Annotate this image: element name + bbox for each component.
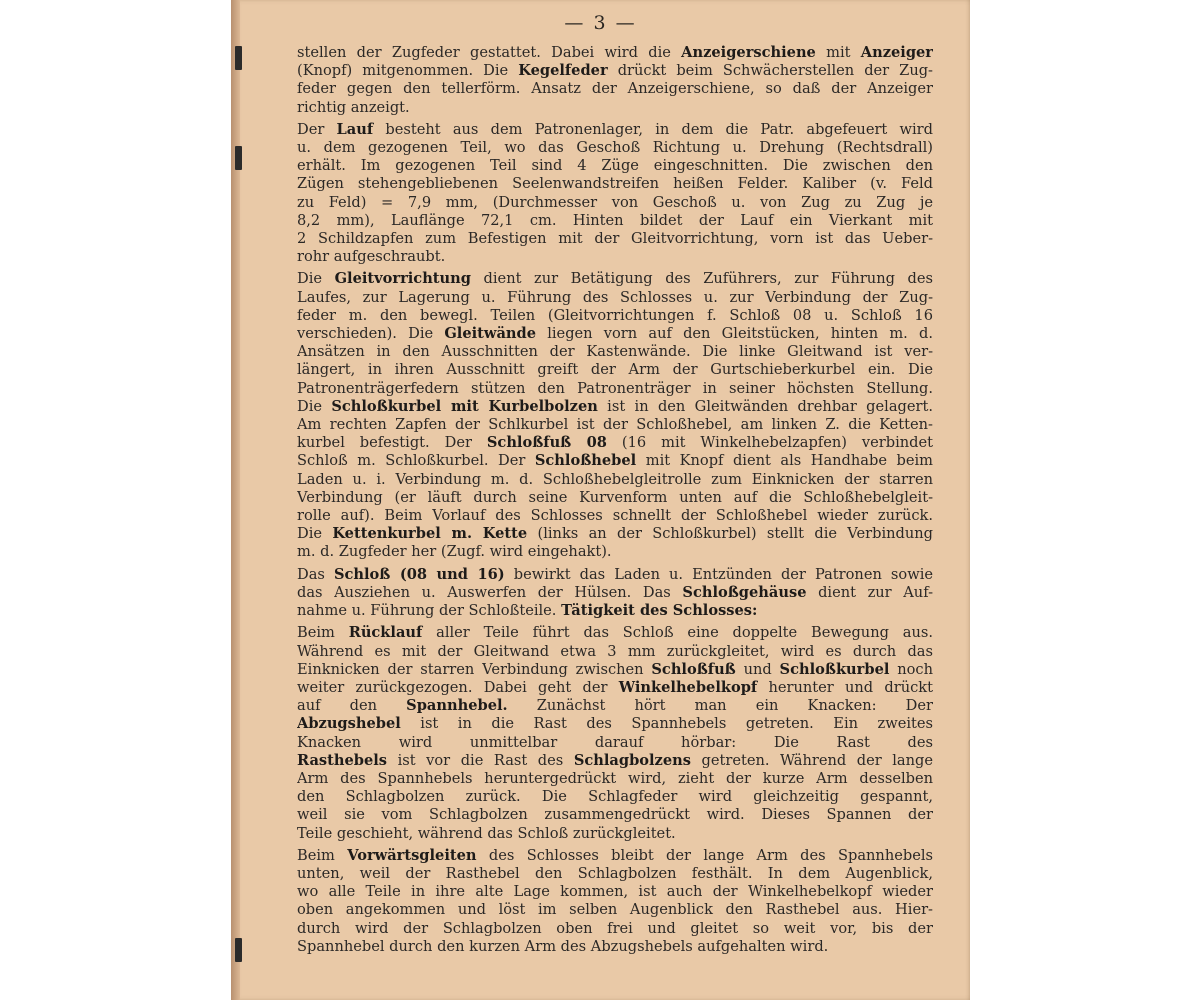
- text-run: rohr aufgeschraubt.: [297, 248, 446, 266]
- text-line: [297, 212, 933, 230]
- text-line: [297, 825, 933, 843]
- text-line: [297, 806, 933, 824]
- text-line: [297, 788, 933, 806]
- text-line: [297, 361, 933, 379]
- text-line: [297, 847, 933, 865]
- text-run: Am rechten Zapfen der Schlkurbel ist der Schloßhebel, am linken Z. die Ketten-: [297, 416, 933, 434]
- text-line: [297, 157, 933, 175]
- text-run: Laufes, zur Lagerung u. Führung des Schlosses u. zur Verbindung der Zug-: [297, 288, 933, 306]
- text-run: wo alle Teile in ihre alte Lage kommen, ist auch der Winkelhebelkopf wieder: [297, 883, 933, 901]
- text-line: [297, 99, 933, 117]
- text-run: Arm des Spannhebels heruntergedrückt wird, zieht der kurze Arm desselben: [297, 769, 933, 787]
- text-line: [297, 679, 933, 697]
- bold-term: Schloß (08 und 16): [333, 565, 505, 583]
- text-line: [297, 270, 933, 288]
- text-run: weiter zurückgezogen. Dabei geht der: [297, 678, 619, 696]
- bold-term: Gleitvorrichtung: [334, 270, 471, 288]
- text-line: [297, 734, 933, 752]
- text-run: feder m. den bewegl. Teilen (Gleitvorrichtungen f. Schloß 08 u. Schloß 16: [297, 306, 933, 324]
- text-run: Während es mit der Gleitwand etwa 3 mm zurückgleitet, wird es durch das: [297, 642, 933, 660]
- text-line: [297, 883, 933, 901]
- bold-term: Schlagbolzens: [573, 751, 691, 769]
- text-run: aller Teile führt das Schloß eine doppelte Bewegung aus.: [422, 624, 933, 642]
- body-text: [297, 44, 933, 960]
- text-run: 2 Schildzapfen zum Befestigen mit der Gleitvorrichtung, vorn ist das Ueber-: [297, 230, 933, 248]
- text-run: Beim: [297, 846, 348, 864]
- bold-term: Schloßfuß 08: [486, 434, 607, 452]
- text-run: nahme u. Führung der Schloßteile.: [297, 602, 562, 620]
- text-line: [297, 525, 933, 543]
- paragraph: [297, 624, 933, 842]
- bold-term: Schloßhebel: [534, 452, 637, 470]
- text-run: längert, in ihren Ausschnitt greift der Arm der Gurtschieberkurbel ein. Die: [297, 361, 933, 379]
- bold-term: Tätigkeit des Schlosses:: [561, 602, 758, 620]
- text-line: [297, 343, 933, 361]
- text-run: des Schlosses bleibt der lange Arm des Spannhebels: [476, 846, 933, 864]
- text-run: stellen der Zugfeder gestattet. Dabei wird die: [297, 44, 682, 61]
- text-line: [297, 380, 933, 398]
- text-line: [297, 543, 933, 561]
- text-line: [297, 901, 933, 919]
- bold-term: Spannhebel.: [406, 697, 508, 715]
- text-run: Das: [297, 565, 334, 583]
- bold-term: Winkelhebelkopf: [618, 678, 758, 696]
- bold-term: Kettenkurbel m. Kette: [332, 525, 528, 543]
- text-line: [297, 230, 933, 248]
- text-run: 8,2 mm), Lauflänge 72,1 cm. Hinten bildet der Lauf ein Vierkant mit: [297, 211, 933, 229]
- bold-term: Vorwärtsgleiten: [347, 846, 477, 864]
- paragraph: [297, 270, 933, 561]
- text-line: [297, 398, 933, 416]
- text-run: richtig anzeigt.: [297, 98, 410, 116]
- text-line: [297, 175, 933, 193]
- text-run: dient zur Auf-: [806, 583, 933, 601]
- text-line: [297, 248, 933, 266]
- text-run: rolle auf). Beim Vorlauf des Schlosses schnellt der Schloßhebel wieder zurück.: [297, 507, 933, 525]
- text-run: feder gegen den tellerförm. Ansatz der Anzeigerschiene, so daß der Anzeiger: [297, 80, 933, 98]
- text-line: [297, 566, 933, 584]
- text-line: [297, 602, 933, 620]
- text-run: Zunächst hört man ein Knacken: Der: [507, 697, 933, 715]
- text-run: erhält. Im gezogenen Teil sind 4 Züge eingeschnitten. Die zwischen den: [297, 157, 933, 175]
- staple-top: [235, 46, 242, 70]
- text-line: [297, 865, 933, 883]
- bold-term: Schloßkurbel mit Kurbelbolzen: [331, 397, 598, 415]
- text-run: unten, weil der Rasthebel den Schlagbolzen festhält. In dem Augenblick,: [297, 864, 933, 882]
- text-run: Der: [297, 120, 337, 138]
- paragraph: [297, 44, 933, 117]
- text-run: das Ausziehen u. Auswerfen der Hülsen. Das: [297, 583, 683, 601]
- bold-term: Anzeigerschiene: [681, 44, 816, 61]
- text-run: Ansätzen in den Ausschnitten der Kastenwände. Die linke Gleitwand ist ver-: [297, 343, 933, 361]
- text-run: Knacken wird unmittelbar darauf hörbar: Die Rast des: [297, 733, 933, 751]
- text-line: [297, 44, 933, 62]
- text-line: [297, 661, 933, 679]
- text-line: [297, 452, 933, 470]
- paragraph: [297, 847, 933, 956]
- staple-middle: [235, 146, 242, 170]
- bold-term: Anzeiger: [860, 44, 933, 61]
- text-run: ist vor die Rast des: [387, 751, 574, 769]
- text-run: und: [735, 660, 780, 678]
- staple-bottom: [235, 938, 242, 962]
- text-run: drückt beim Schwächerstellen der Zug-: [607, 62, 933, 80]
- bold-term: Schloßfuß: [651, 660, 736, 678]
- page-number: — 3 —: [564, 12, 637, 34]
- text-run: (16 mit Winkelhebelzapfen) verbindet: [606, 434, 933, 452]
- bold-term: Abzugshebel: [297, 715, 401, 733]
- text-run: mit Knopf dient als Handhabe beim: [636, 452, 933, 470]
- text-run: kurbel befestigt. Der: [297, 434, 487, 452]
- bold-term: Kegelfeder: [518, 62, 608, 80]
- text-line: [297, 697, 933, 715]
- text-line: [297, 416, 933, 434]
- text-run: besteht aus dem Patronenlager, in dem die Patr. abgefeuert wird: [373, 120, 933, 138]
- text-run: Beim: [297, 624, 349, 642]
- bold-term: Schloßkurbel: [779, 660, 890, 678]
- text-line: [297, 121, 933, 139]
- text-run: Teile geschieht, während das Schloß zurückgleitet.: [297, 824, 676, 842]
- text-run: noch: [889, 660, 933, 678]
- text-run: getreten. Während der lange: [690, 751, 933, 769]
- text-run: auf den: [297, 697, 407, 715]
- text-run: m. d. Zugfeder her (Zugf. wird eingehakt).: [297, 543, 612, 561]
- text-line: [297, 507, 933, 525]
- text-line: [297, 307, 933, 325]
- bold-term: Schloßgehäuse: [682, 583, 807, 601]
- text-line: [297, 715, 933, 733]
- text-line: [297, 489, 933, 507]
- text-run: ist in den Gleitwänden drehbar gelagert.: [597, 397, 933, 415]
- text-run: Laden u. i. Verbindung m. d. Schloßhebelgleitrolle zum Einknicken der starren: [297, 470, 933, 488]
- text-line: [297, 938, 933, 956]
- text-line: [297, 434, 933, 452]
- paragraph: [297, 566, 933, 621]
- text-run: Die: [297, 397, 332, 415]
- text-line: [297, 752, 933, 770]
- text-line: [297, 80, 933, 98]
- bold-term: Rasthebels: [297, 751, 388, 769]
- text-run: (Knopf) mitgenommen. Die: [297, 62, 519, 80]
- text-line: [297, 643, 933, 661]
- text-line: [297, 289, 933, 307]
- text-line: [297, 471, 933, 489]
- paragraph: [297, 121, 933, 267]
- text-run: Schloß m. Schloßkurbel. Der: [297, 452, 535, 470]
- text-run: Die: [297, 525, 333, 543]
- text-run: oben angekommen und löst im selben Augenblick den Rasthebel aus. Hier-: [297, 901, 933, 919]
- text-run: u. dem gezogenen Teil, wo das Geschoß Richtung u. Drehung (Rechtsdrall): [297, 139, 933, 157]
- text-line: [297, 584, 933, 602]
- text-run: bewirkt das Laden u. Entzünden der Patronen sowie: [504, 565, 933, 583]
- text-run: dient zur Betätigung des Zuführers, zur Führung des: [470, 270, 933, 288]
- text-line: [297, 194, 933, 212]
- text-line: [297, 770, 933, 788]
- text-run: den Schlagbolzen zurück. Die Schlagfeder wird gleichzeitig gespannt,: [297, 788, 933, 806]
- text-run: Zügen stehengebliebenen Seelenwandstreifen heißen Felder. Kaliber (v. Feld: [297, 175, 933, 193]
- text-line: [297, 920, 933, 938]
- text-line: [297, 624, 933, 642]
- booklet-page: [231, 0, 970, 1000]
- text-line: [297, 139, 933, 157]
- text-run: mit: [815, 44, 861, 61]
- text-run: herunter und drückt: [757, 678, 933, 696]
- text-line: [297, 62, 933, 80]
- text-run: Spannhebel durch den kurzen Arm des Abzugshebels aufgehalten wird.: [297, 937, 829, 955]
- text-run: weil sie vom Schlagbolzen zusammengedrückt wird. Dieses Spannen der: [297, 806, 933, 824]
- text-run: verschieden). Die: [297, 325, 445, 343]
- bold-term: Lauf: [336, 120, 374, 138]
- text-run: liegen vorn auf den Gleitstücken, hinten m. d.: [536, 325, 933, 343]
- text-run: Die: [297, 270, 335, 288]
- text-run: ist in die Rast des Spannhebels getreten. Ein zweites: [400, 715, 933, 733]
- text-run: Verbindung (er läuft durch seine Kurvenform unten auf die Schloßhebelgleit-: [297, 488, 933, 506]
- text-run: durch wird der Schlagbolzen oben frei und gleitet so weit vor, bis der: [297, 919, 933, 937]
- text-run: (links an der Schloßkurbel) stellt die Verbindung: [527, 525, 933, 543]
- text-run: Patronenträgerfedern stützen den Patronenträger in seiner höchsten Stellung.: [297, 379, 933, 397]
- bold-term: Rücklauf: [348, 624, 423, 642]
- text-run: zu Feld) = 7,9 mm, (Durchmesser von Geschoß u. von Zug zu Zug je: [297, 193, 933, 211]
- bold-term: Gleitwände: [444, 325, 537, 343]
- text-run: Einknicken der starren Verbindung zwischen: [297, 660, 652, 678]
- text-line: [297, 325, 933, 343]
